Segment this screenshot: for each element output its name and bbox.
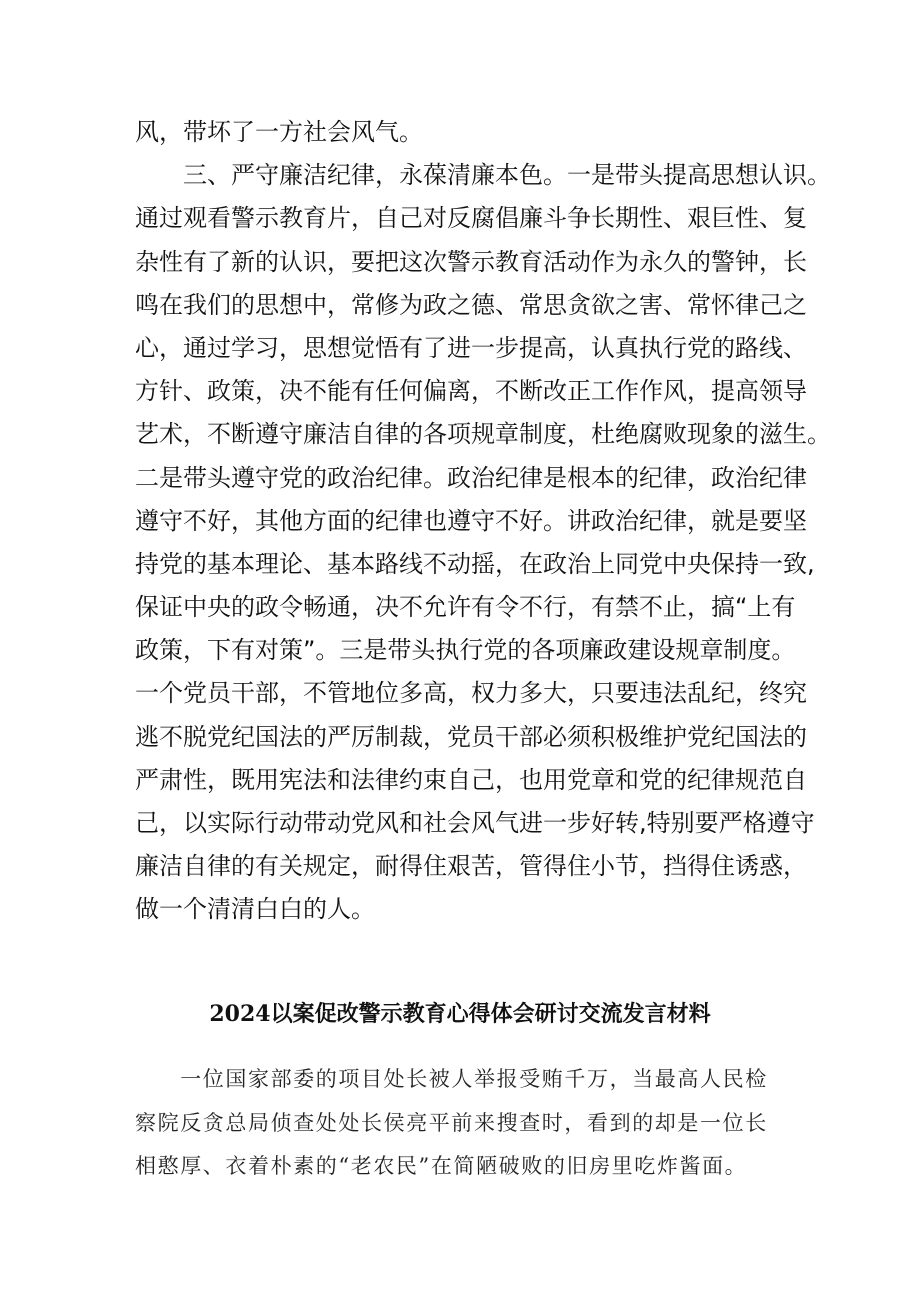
body-text-section-1 (135, 111, 831, 932)
text-line: 鸣在我们的思想中，常修为政之德、常思贪欲之害、常怀律己之 (135, 290, 807, 319)
text-line: 杂性有了新的认识，要把这次警示教育活动作为永久的警钟，长 (135, 247, 807, 276)
text-line: 政策，下有对策”。三是带头执行党的各项廉政建设规章制度。 (135, 636, 796, 665)
text-line: 保证中央的政令畅通，决不允许有令不行，有禁不止，搞“上有 (135, 593, 796, 622)
text-line: 逃不脱党纪国法的严厉制裁，党员干部必须积极维护党纪国法的 (135, 722, 807, 751)
text-line: 己，以实际行动带动党风和社会风气进一步好转,特别要严格遵守 (135, 809, 815, 837)
text-line: 一位国家部委的项目处长被人举报受贿千万，当最高人民检 (135, 1067, 768, 1091)
text-line: 三、严守廉洁纪律，永葆清廉本色。一是带头提高思想认识。 (135, 161, 831, 190)
body-text-section-2 (135, 1058, 785, 1189)
text-line: 二是带头遵守党的政治纪律。政治纪律是根本的纪律，政治纪律 (135, 463, 807, 492)
text-line: 遵守不好，其他方面的纪律也遵守不好。讲政治纪律，就是要坚 (135, 506, 807, 535)
text-line: 廉洁自律的有关规定，耐得住艰苦，管得住小节，挡得住诱惑， (135, 852, 807, 881)
text-line: 心，通过学习，思想觉悟有了进一步提高，认真执行党的路线、 (135, 333, 807, 362)
text-line: 一个党员干部，不管地位多高，权力多大，只要违法乱纪，终究 (135, 679, 807, 708)
text-line: 持党的基本理论、基本路线不动摇，在政治上同党中央保持一致, (135, 549, 815, 578)
text-line: 艺术，不断遵守廉洁自律的各项规章制度，杜绝腐败现象的滋生。 (135, 420, 831, 449)
text-line: 做一个清清白白的人。 (135, 895, 375, 924)
text-line: 相憨厚、衣着朴素的“老农民”在简陋破败的旧房里吃炸酱面。 (135, 1154, 748, 1178)
text-line: 通过观看警示教育片，自己对反腐倡廉斗争长期性、艰巨性、复 (135, 204, 807, 233)
text-line: 风，带坏了一方社会风气。 (135, 118, 423, 146)
text-line: 严肃性，既用宪法和法律约束自己，也用党章和党的纪律规范自 (135, 765, 807, 794)
document-title: 2024以案促改警示教育心得体会研讨交流发言材料 (209, 1001, 711, 1027)
text-line: 察院反贪总局侦查处处长侯亮平前来搜查时，看到的却是一位长 (135, 1110, 768, 1135)
text-line: 方针、政策，决不能有任何偏离，不断改正工作作风，提高领导 (135, 377, 807, 406)
